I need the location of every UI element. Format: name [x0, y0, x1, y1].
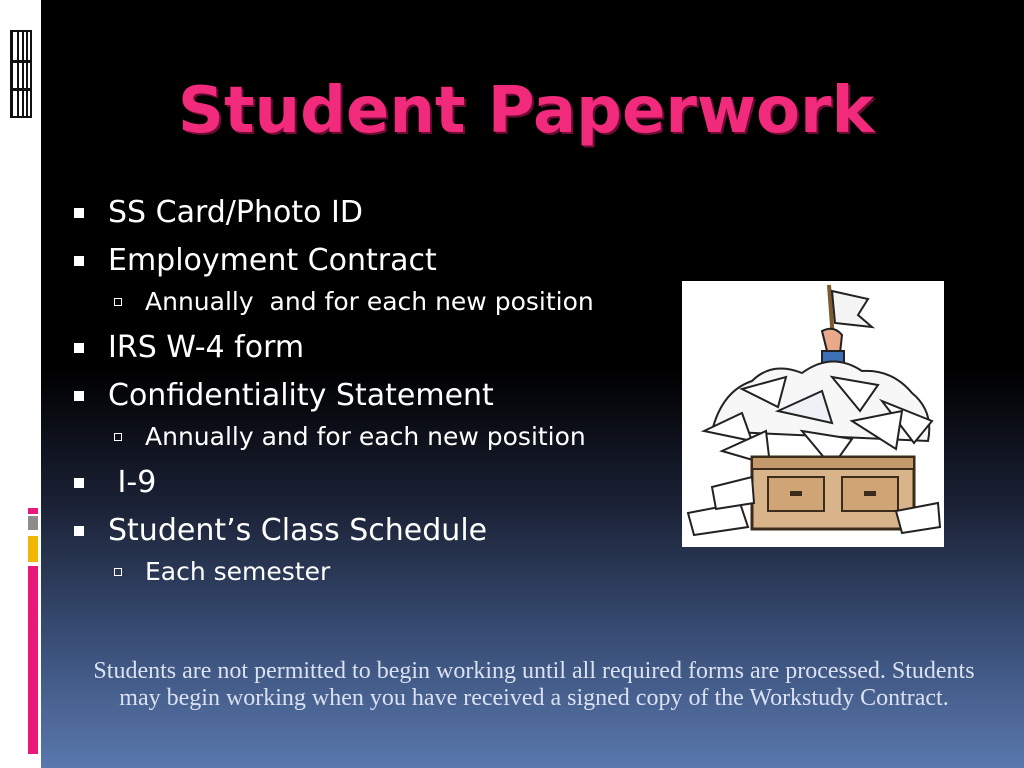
footnote-text: Students are not permitted to begin working until all required forms are processed. Students may begin working when you have received a signed copy of the Workstudy Contract. — [93, 658, 975, 711]
square-bullet-icon — [74, 478, 84, 488]
hollow-square-bullet-icon — [114, 298, 122, 306]
bullet-text: Annually and for each new position — [145, 287, 594, 316]
bullet-text: Student’s Class Schedule — [108, 513, 488, 548]
bullet-item — [68, 196, 594, 230]
bullet-item — [68, 331, 594, 365]
bullet-item — [68, 379, 594, 413]
accent-bar-pink — [28, 566, 38, 754]
bullet-item — [68, 466, 594, 500]
hollow-square-bullet-icon — [114, 568, 122, 576]
bullet-item — [68, 514, 594, 548]
bullet-text: Each semester — [145, 557, 331, 586]
square-bullet-icon — [74, 208, 84, 218]
paperwork-desk-icon — [682, 281, 944, 547]
bullet-list — [68, 196, 594, 587]
bullet-text: IRS W-4 form — [108, 330, 305, 365]
bullet-text: Confidentiality Statement — [108, 378, 494, 413]
bullet-text: Annually and for each new position — [145, 422, 586, 451]
accent-bar-pink-top — [28, 508, 38, 514]
hollow-square-bullet-icon — [114, 433, 122, 441]
accent-bar-yellow — [28, 536, 38, 562]
bullet-item — [68, 244, 594, 278]
bullet-text: SS Card/Photo ID — [108, 195, 363, 230]
paperwork-desk-image — [682, 281, 944, 547]
square-bullet-icon — [74, 256, 84, 266]
sub-bullet-item — [68, 287, 594, 317]
bullet-text: I-9 — [108, 465, 157, 500]
bullet-text: Employment Contract — [108, 243, 437, 278]
slide-title: Student Paperwork — [177, 74, 875, 148]
sub-bullet-item — [68, 422, 594, 452]
accent-bar-gray — [28, 516, 38, 530]
square-bullet-icon — [74, 343, 84, 353]
square-bullet-icon — [74, 391, 84, 401]
sub-bullet-item — [68, 557, 594, 587]
square-bullet-icon — [74, 526, 84, 536]
